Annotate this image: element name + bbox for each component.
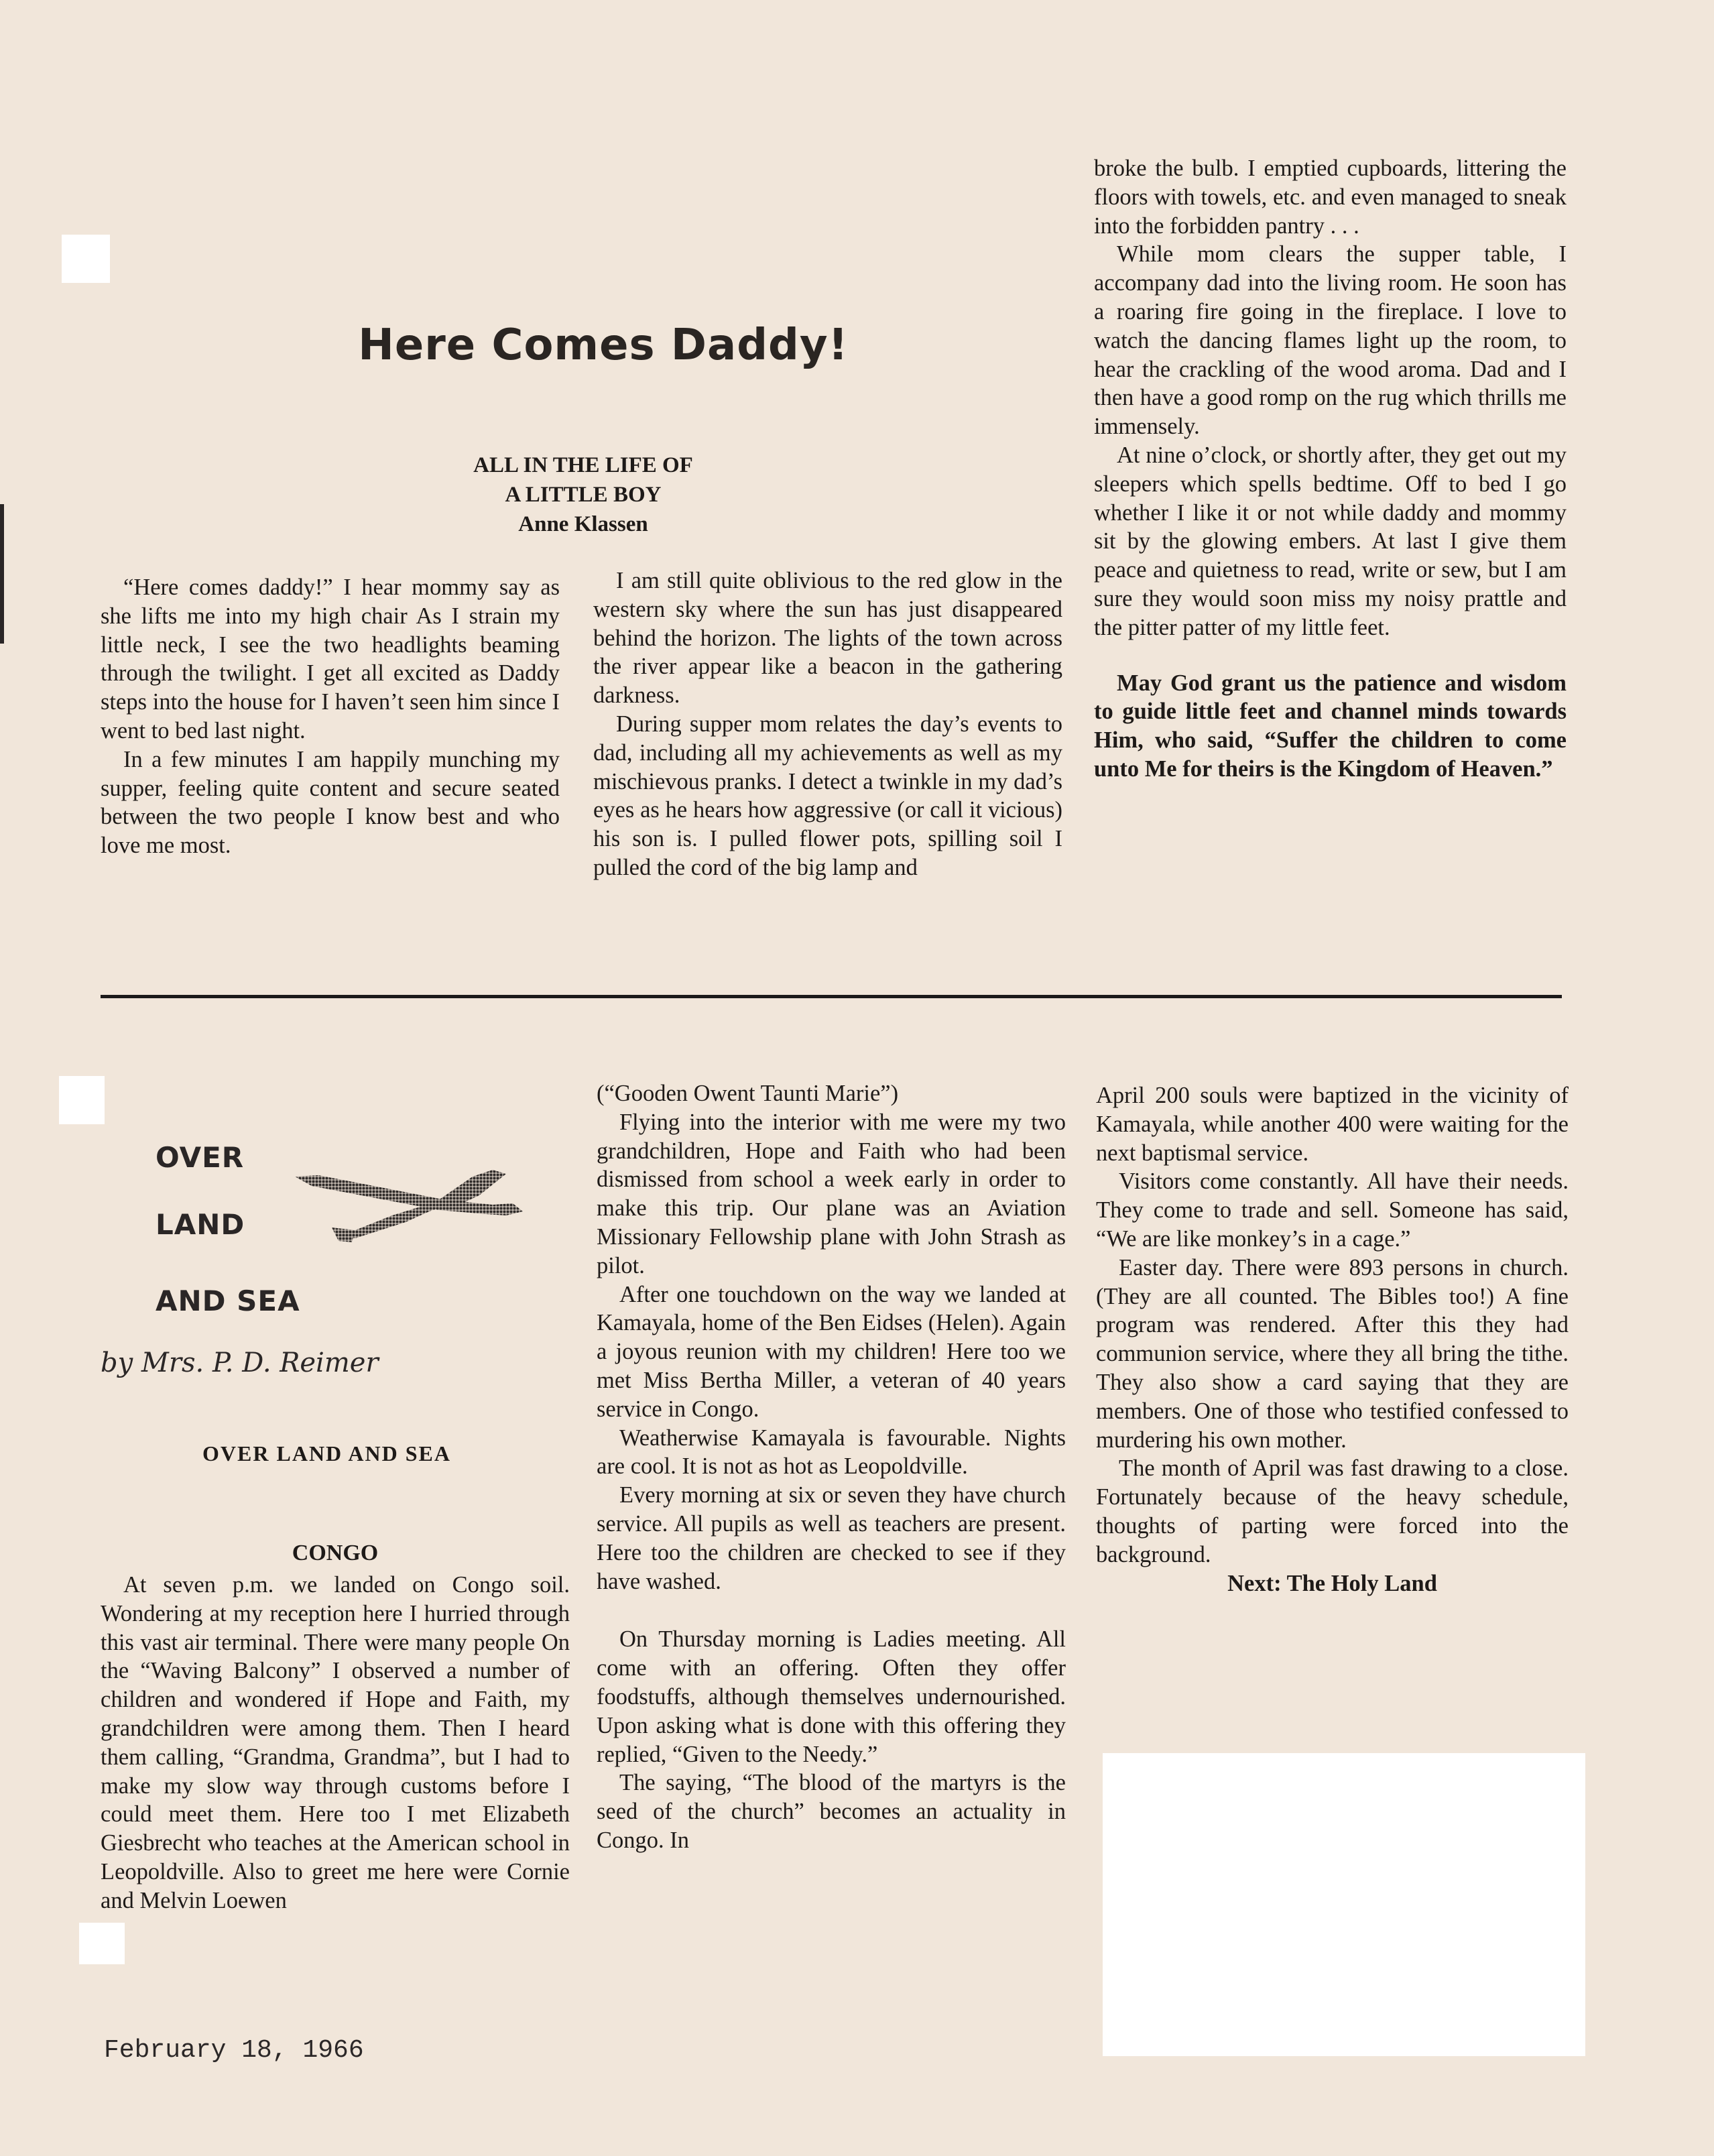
paragraph: April 200 souls were baptized in the vicinity of Kamayala, while another 400 were waiting for the next baptismal service. — [1096, 1083, 1569, 1166]
blank-box — [79, 1923, 125, 1964]
paragraph: At nine o’clock, or shortly after, they get out my sleepers which spells bedtime. Off to bed I go whether I like it or not while daddy and mommy sit by the glowing embers. At last I give them peace and quietness to read, write or sew, but I am sure they would soon miss my noisy prattle and the pitter patter of my little feet. — [1094, 442, 1567, 640]
logo-word: AND SEA — [156, 1284, 300, 1317]
paragraph: After one touchdown on the way we landed at Kamayala, home of the Ben Eidses (Helen). Again a joyous reunion with my children! Here too we met Miss Bertha Miller, a veteran of 40 years service in Congo. — [597, 1281, 1066, 1422]
article1-column-3 — [1094, 154, 1567, 784]
paragraph: broke the bulb. I emptied cupboards, littering the floors with towels, etc. and even managed to sneak into the forbidden pantry . . . — [1094, 156, 1567, 239]
paragraph: Weatherwise Kamayala is favourable. Nights are cool. It is not as hot as Leopoldville. — [597, 1425, 1066, 1480]
logo-word: OVER — [156, 1141, 245, 1174]
section-divider — [101, 995, 1562, 998]
article2-column-2 — [597, 1079, 1066, 1855]
author-name: Anne Klassen — [518, 512, 648, 536]
paragraph: At seven p.m. we landed on Congo soil. Wondering at my reception here I hurried through this vast air terminal. There were many people On the “Waving Balcony” I observed a number of children and wondered if Hope and Faith, my grandchildren were among them. Then I heard them calling, “Grandma, Grandma”, but I had to make my slow way through customs before I could meet them. Here too I met Elizabeth Giesbrecht who teaches at the American school in Leopoldville. Also to greet me here were Cornie and Melvin Loewen — [101, 1572, 570, 1913]
subsection-title: CONGO — [292, 1541, 379, 1565]
article2-column-3 — [1096, 1081, 1569, 1598]
paragraph: (“Gooden Owent Taunti Marie”) — [597, 1081, 899, 1106]
paragraph: Every morning at six or seven they have church service. All pupils as well as teachers are present. Here too the children are checked to see if they have washed. — [597, 1482, 1066, 1594]
subhead-line: A LITTLE BOY — [505, 483, 662, 507]
blank-box — [1103, 1753, 1585, 2056]
blank-box — [59, 1076, 105, 1124]
paragraph: Flying into the interior with me were my two grandchildren, Hope and Faith who had been dismissed from school a week early in order to make this trip. Our plane was an Aviation Missionary Fellowship plane with John Strash as pilot. — [597, 1109, 1066, 1278]
paragraph: In a few minutes I am happily munching my supper, feeling quite content and secure seated between the two people I know best and who love me most. — [101, 746, 560, 859]
article1-column-1 — [101, 573, 560, 860]
article1-column-2 — [593, 566, 1062, 882]
closing-paragraph: May God grant us the patience and wisdom to guide little feet and channel minds towards Him, who said, “Suffer the children to come unto Me for theirs is the Kingdom of Heaven.” — [1094, 670, 1567, 782]
paragraph: I am still quite oblivious to the red glow in the western sky where the sun has just disappeared behind the horizon. The lights of the town across the river appear like a beacon in the gathering darkness. — [593, 568, 1062, 709]
paragraph: On Thursday morning is Ladies meeting. All come with an offering. Often they offer foodstuffs, although themselves undernourished. Upon asking what is done with this offering they replied, “Given to the Needy.” — [597, 1626, 1066, 1767]
article-title: Here Comes Daddy! — [358, 320, 849, 370]
paragraph: “Here comes daddy!” I hear mommy say as she lifts me into my high chair As I strain my little neck, I see the two headlights beaming through the twilight. I get all excited as Daddy steps into the house for I haven’t seen him since I went to bed last night. — [101, 575, 560, 743]
footer-date: February 18, 1966 — [104, 2036, 364, 2065]
byline: by Mrs. P. D. Reimer — [101, 1348, 379, 1378]
article-subhead — [375, 451, 791, 539]
next-article-note: Next: The Holy Land — [1227, 1570, 1437, 1596]
paragraph: The month of April was fast drawing to a close. Fortunately because of the heavy schedule, thoughts of parting were forced into the background. — [1096, 1455, 1569, 1567]
scan-edge-mark — [0, 504, 4, 644]
paragraph: Easter day. There were 893 persons in church. (They are all counted. The Bibles too!) A fine program was rendered. After this they had communion service, where they all bring the tithe. They also show a card saying that they are members. One of those who testified confessed to murdering his own mother. — [1096, 1254, 1569, 1453]
section-title: OVER LAND AND SEA — [202, 1441, 451, 1465]
blank-box — [62, 235, 110, 283]
paragraph: Visitors come constantly. All have their needs. They come to trade and sell. Someone has said, “We are like monkey’s in a cage.” — [1096, 1169, 1569, 1252]
article2-column-1 — [101, 1571, 570, 1915]
paragraph: During supper mom relates the day’s events to dad, including all my achievements as well as my mischievous pranks. I detect a twinkle in my dad’s eyes as he hears how aggressive (or call it vicious) his son is. I pulled flower pots, spilling soil I pulled the cord of the big lamp and — [593, 711, 1062, 880]
subhead-line: ALL IN THE LIFE OF — [473, 453, 693, 477]
airplane-icon — [292, 1163, 540, 1250]
paragraph: While mom clears the supper table, I accompany dad into the living room. He soon has a roaring fire going in the fireplace. I love to watch the dancing flames light up the room, to hear the crackling of the wood aroma. Dad and I then have a good romp on the rug which thrills me immensely. — [1094, 241, 1567, 440]
paragraph: The saying, “The blood of the martyrs is the seed of the church” becomes an actuality in Congo. In — [597, 1770, 1066, 1853]
logo-word: LAND — [156, 1208, 245, 1241]
